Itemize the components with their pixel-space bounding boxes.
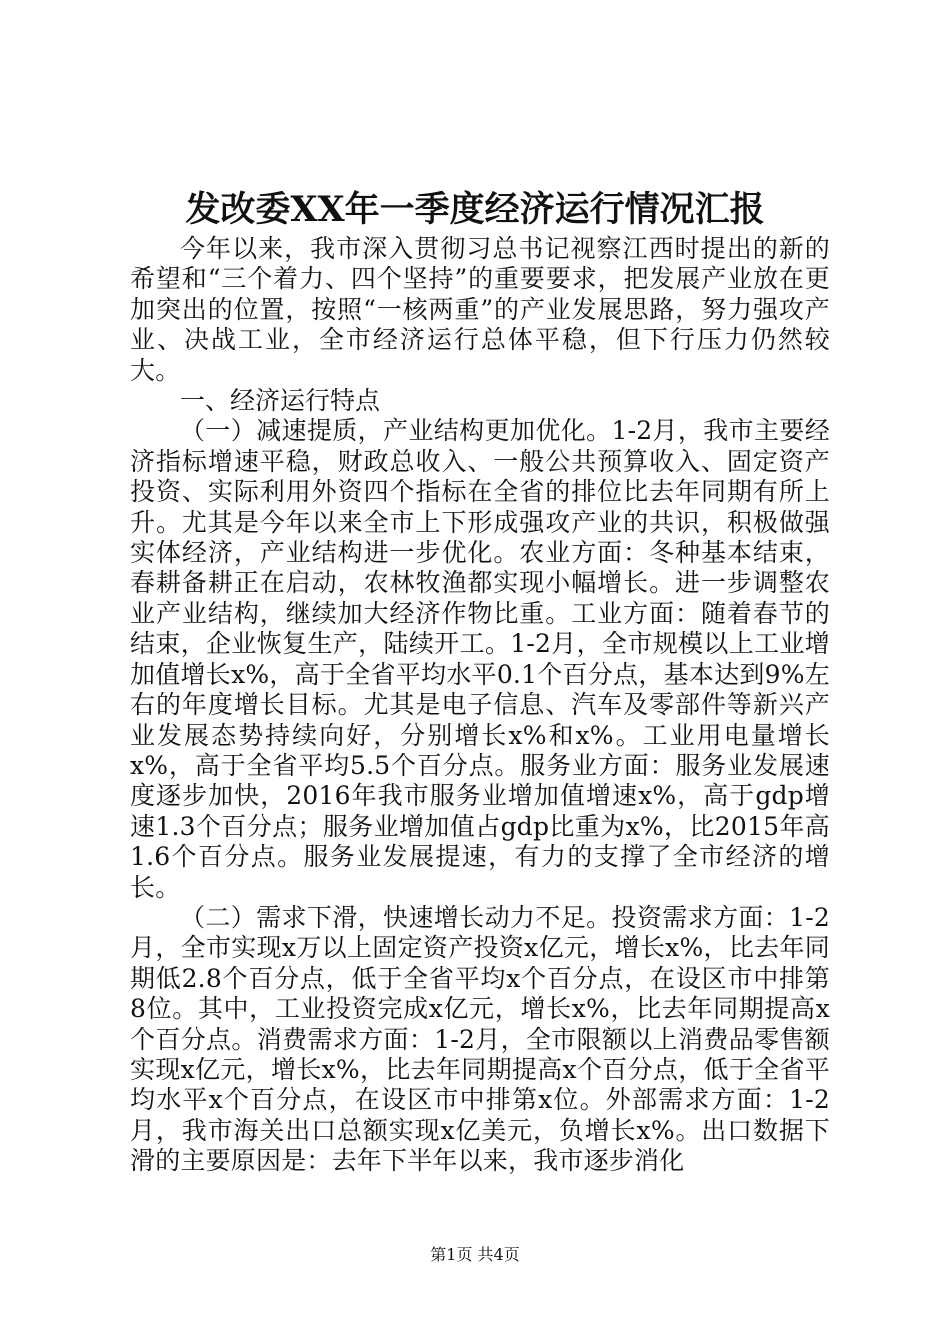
- document-body: [130, 234, 830, 1177]
- paragraph-industry-structure: （一）减速提质，产业结构更加优化。1-2月，我市主要经济指标增速平稳，财政总收入、一般公共预算收入、固定资产投资、实际利用外资四个指标在全省的排位比去年同期有所上升。尤其是今年以来全市上下形成强攻产业的共识，积极做强实体经济，产业结构进一步优化。农业方面：冬种基本结束，春耕备耕正在启动，农林牧渔都实现小幅增长。进一步调整农业产业结构，继续加大经济作物比重。工业方面：随着春节的结束，企业恢复生产，陆续开工。1-2月，全市规模以上工业增加值增长x%，高于全省平均水平0.1个百分点，基本达到9%左右的年度增长目标。尤其是电子信息、汽车及零部件等新兴产业发展态势持续向好，分别增长x%和x%。工业用电量增长x%，高于全省平均5.5个百分点。服务业方面：服务业发展速度逐步加快，2016年我市服务业增加值增速x%，高于gdp增速1.3个百分点；服务业增加值占gdp比重为x%，比2015年高1.6个百分点。服务业发展提速，有力的支撑了全市经济的增长。: [130, 416, 830, 902]
- page-footer: 第1页 共4页: [430, 1245, 520, 1264]
- paragraph-demand: （二）需求下滑，快速增长动力不足。投资需求方面：1-2月，全市实现x万以上固定资产投资x亿元，增长x%，比去年同期低2.8个百分点，低于全省平均x个百分点，在设区市中排第8位。其中，工业投资完成x亿元，增长x%，比去年同期提高x个百分点。消费需求方面：1-2月，全市限额以上消费品零售额实现x亿元，增长x%，比去年同期提高x个百分点，低于全省平均水平x个百分点，在设区市中排第x位。外部需求方面：1-2月，我市海关出口总额实现x亿美元，负增长x%。出口数据下滑的主要原因是：去年下半年以来，我市逐步消化: [130, 902, 830, 1176]
- section-heading: 一、经济运行特点: [180, 386, 381, 416]
- document-title: 发改委XX年一季度经济运行情况汇报: [185, 189, 765, 230]
- intro-paragraph: 今年以来，我市深入贯彻习总书记视察江西时提出的新的希望和“三个着力、四个坚持”的重要要求，把发展产业放在更加突出的位置，按照“一核两重”的产业发展思路，努力强攻产业、决战工业，全市经济运行总体平稳，但下行压力仍然较大。: [130, 234, 830, 385]
